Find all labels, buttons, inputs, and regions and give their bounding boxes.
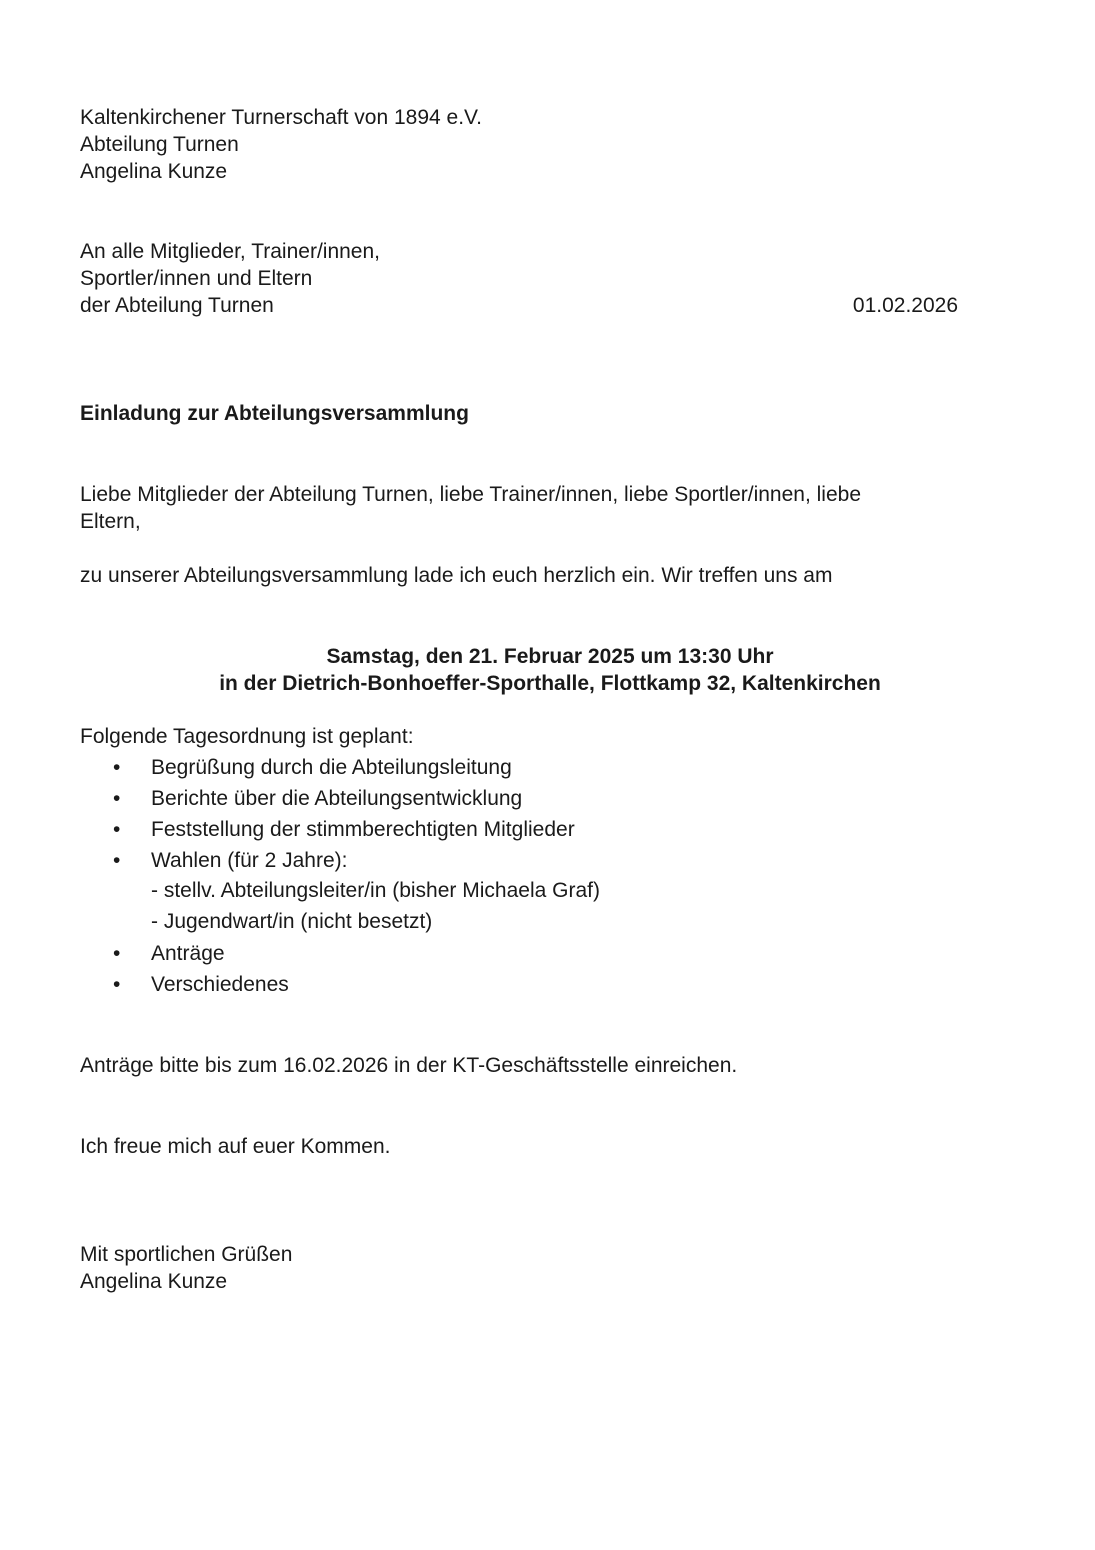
election-subitem: - Jugendwart/in (nicht besetzt)	[151, 910, 433, 933]
bullet-icon: •	[113, 818, 121, 841]
signoff-regards: Mit sportlichen Grüßen	[80, 1243, 293, 1266]
letter-subject: Einladung zur Abteilungsversammlung	[80, 402, 469, 425]
letter-date: 01.02.2026	[852, 294, 958, 317]
bullet-icon: •	[113, 756, 121, 779]
bullet-icon: •	[113, 849, 121, 872]
bullet-icon: •	[113, 787, 121, 810]
list-item: Verschiedenes	[151, 973, 289, 996]
closing-line: Ich freue mich auf euer Kommen.	[80, 1135, 391, 1158]
list-item: Begrüßung durch die Abteilungsleitung	[151, 756, 512, 779]
event-date-time: Samstag, den 21. Februar 2025 um 13:30 Uhr	[326, 645, 774, 668]
bullet-icon: •	[113, 942, 121, 965]
sender-club: Kaltenkirchener Turnerschaft von 1894 e.V.	[80, 106, 482, 129]
deadline-note: Anträge bitte bis zum 16.02.2026 in der KT-Geschäftsstelle einreichen.	[80, 1054, 738, 1077]
event-location: in der Dietrich-Bonhoeffer-Sporthalle, Flottkamp 32, Kaltenkirchen	[219, 672, 881, 695]
recipient-line-3: der Abteilung Turnen	[80, 294, 274, 317]
intro-text: zu unserer Abteilungsversammlung lade ich euch herzlich ein. Wir treffen uns am	[80, 564, 833, 587]
greeting-line-1: Liebe Mitglieder der Abteilung Turnen, liebe Trainer/innen, liebe Sportler/innen, liebe	[80, 483, 861, 506]
sender-department: Abteilung Turnen	[80, 133, 239, 156]
agenda-heading: Folgende Tagesordnung ist geplant:	[80, 725, 414, 748]
election-subitem: - stellv. Abteilungsleiter/in (bisher Michaela Graf)	[151, 879, 600, 902]
recipient-line-2: Sportler/innen und Eltern	[80, 267, 313, 290]
recipient-line-1: An alle Mitglieder, Trainer/innen,	[80, 240, 380, 263]
sender-name: Angelina Kunze	[80, 160, 228, 183]
greeting-line-2: Eltern,	[80, 510, 141, 533]
list-item: Wahlen (für 2 Jahre):	[151, 849, 348, 872]
list-item: Berichte über die Abteilungsentwicklung	[151, 787, 523, 810]
list-item: Anträge	[151, 942, 225, 965]
bullet-icon: •	[113, 973, 121, 996]
signoff-name: Angelina Kunze	[80, 1270, 228, 1293]
list-item: Feststellung der stimmberechtigten Mitglieder	[151, 818, 575, 841]
